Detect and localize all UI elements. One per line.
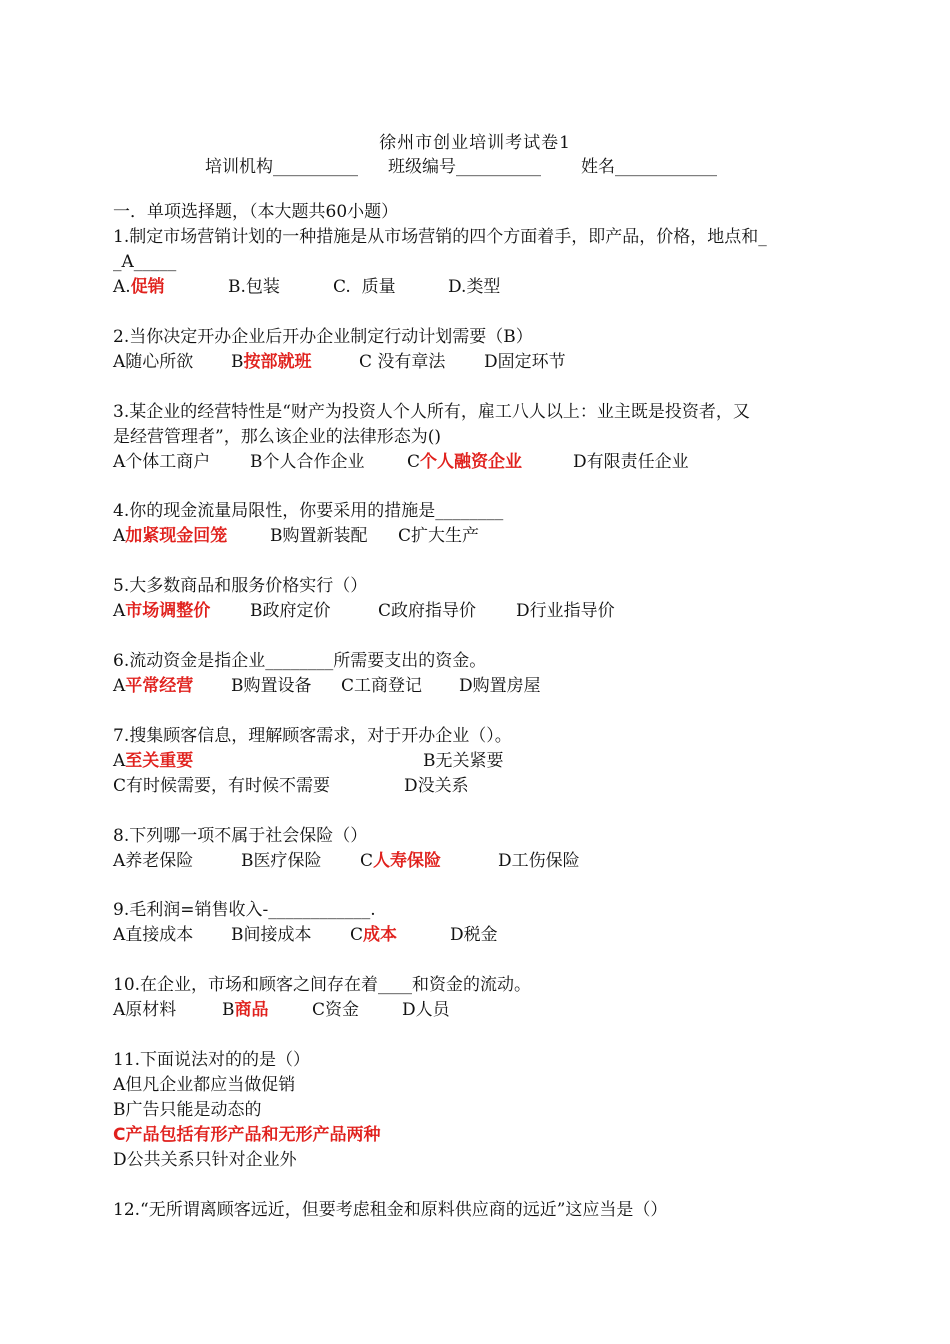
option: B政府定价 bbox=[250, 601, 331, 622]
option: B广告只能是动态的 bbox=[113, 1099, 262, 1120]
option: A养老保险 bbox=[113, 850, 194, 871]
correct-answer: 促销 bbox=[130, 277, 165, 297]
option: D税金 bbox=[450, 925, 498, 946]
correct-answer: 加紧现金回笼 bbox=[125, 526, 228, 547]
option-row bbox=[113, 350, 873, 375]
field-institution: 培训机构__________ bbox=[205, 157, 358, 177]
correct-answer: 个人融资企业 bbox=[420, 451, 523, 472]
correct-answer: 按部就班 bbox=[243, 351, 312, 372]
correct-answer: 人寿保险 bbox=[373, 850, 442, 871]
question bbox=[113, 225, 873, 300]
question-stem: _A_____ bbox=[113, 252, 177, 272]
option: A市场调整价 bbox=[113, 601, 211, 622]
option: C. 质量 bbox=[333, 277, 396, 297]
option: D.类型 bbox=[448, 277, 501, 297]
option-row bbox=[113, 450, 873, 475]
question-stem: 4.你的现金流量局限性，你要采用的措施是________ bbox=[113, 501, 504, 522]
option: B医疗保险 bbox=[241, 850, 322, 871]
correct-answer: 产品包括有形产品和无形产品两种 bbox=[125, 1124, 381, 1145]
section-heading: 一．单项选择题，（本大题共60小题） bbox=[113, 202, 399, 222]
question-stem: 3.某企业的经营特性是“财产为投资人个人所有，雇工八人以上：业主既是投资者，又 bbox=[113, 401, 750, 422]
option: A随心所欲 bbox=[113, 351, 194, 372]
option: C 没有章法 bbox=[359, 351, 446, 372]
option-row bbox=[113, 599, 873, 624]
option: D行业指导价 bbox=[516, 601, 615, 622]
option: C产品包括有形产品和无形产品两种 bbox=[113, 1124, 381, 1145]
option: B购置设备 bbox=[231, 675, 312, 696]
exam-title: 徐州市创业培训考试卷1 bbox=[379, 133, 571, 153]
option-row bbox=[113, 275, 873, 300]
question bbox=[113, 1198, 873, 1223]
question-stem: 2.当你决定开办企业后开办企业制定行动计划需要（B） bbox=[113, 326, 533, 347]
question-stem: 9.毛利润=销售收入-____________. bbox=[113, 900, 376, 921]
option: D没关系 bbox=[404, 775, 469, 796]
question-stem: 11.下面说法对的的是（） bbox=[113, 1049, 311, 1070]
option: D人员 bbox=[402, 1000, 450, 1021]
option: B无关紧要 bbox=[423, 750, 504, 771]
option: A个体工商户 bbox=[113, 451, 211, 472]
option: C扩大生产 bbox=[398, 526, 480, 547]
option-row bbox=[113, 674, 873, 699]
correct-answer: 商品 bbox=[234, 1000, 269, 1021]
question bbox=[113, 499, 873, 549]
option: C成本 bbox=[350, 925, 398, 946]
question-stem: 12.“无所谓离顾客远近，但要考虑租金和原料供应商的远近”这应当是（） bbox=[113, 1199, 668, 1220]
question bbox=[113, 649, 873, 699]
option: C政府指导价 bbox=[378, 601, 477, 622]
option: B.包装 bbox=[228, 277, 280, 297]
question bbox=[113, 400, 873, 475]
option-row bbox=[113, 749, 873, 774]
option: D公共关系只针对企业外 bbox=[113, 1149, 297, 1170]
option: A原材料 bbox=[113, 1000, 177, 1021]
option-row bbox=[113, 998, 873, 1023]
option-row bbox=[113, 923, 873, 948]
question bbox=[113, 898, 873, 948]
header-fields bbox=[205, 152, 805, 177]
field-class-no: 班级编号__________ bbox=[388, 157, 541, 177]
correct-answer: 市场调整价 bbox=[125, 601, 211, 622]
question bbox=[113, 973, 873, 1023]
option: D固定环节 bbox=[484, 351, 566, 372]
question bbox=[113, 325, 873, 375]
option: C有时候需要，有时候不需要 bbox=[113, 775, 331, 796]
option-row bbox=[113, 774, 873, 799]
option: B商品 bbox=[222, 1000, 269, 1021]
option-row bbox=[113, 849, 873, 874]
option: D购置房屋 bbox=[459, 675, 541, 696]
question-stem: 5.大多数商品和服务价格实行（） bbox=[113, 576, 368, 597]
option: A平常经营 bbox=[113, 675, 194, 696]
field-name: 姓名____________ bbox=[581, 157, 717, 177]
option: A直接成本 bbox=[113, 925, 194, 946]
option: A至关重要 bbox=[113, 750, 194, 771]
option: D有限责任企业 bbox=[573, 451, 689, 472]
option: C资金 bbox=[312, 1000, 360, 1021]
question-stem: 8.下列哪一项不属于社会保险（） bbox=[113, 825, 368, 846]
option: B个人合作企业 bbox=[250, 451, 365, 472]
correct-answer: 至关重要 bbox=[125, 750, 194, 771]
correct-answer: 成本 bbox=[363, 925, 398, 946]
question bbox=[113, 724, 873, 799]
question-stem: 1.制定市场营销计划的一种措施是从市场营销的四个方面着手，即产品，价格，地点和_ bbox=[113, 227, 767, 247]
question bbox=[113, 824, 873, 874]
correct-answer: 平常经营 bbox=[125, 675, 194, 696]
option: A但凡企业都应当做促销 bbox=[113, 1074, 296, 1095]
option-row bbox=[113, 524, 873, 549]
option: D工伤保险 bbox=[498, 850, 580, 871]
option: C个人融资企业 bbox=[407, 451, 523, 472]
option: A加紧现金回笼 bbox=[113, 526, 228, 547]
exam-content bbox=[113, 200, 873, 1223]
option: B按部就班 bbox=[231, 351, 312, 372]
option: C人寿保险 bbox=[360, 850, 442, 871]
option: A.促销 bbox=[113, 277, 165, 297]
question bbox=[113, 574, 873, 624]
option: B购置新装配 bbox=[270, 526, 368, 547]
question bbox=[113, 1048, 873, 1173]
question-stem: 10.在企业，市场和顾客之间存在着____和资金的流动。 bbox=[113, 975, 532, 996]
option: C工商登记 bbox=[341, 675, 423, 696]
question-stem: 6.流动资金是指企业________所需要支出的资金。 bbox=[113, 650, 487, 671]
question-stem: 是经营管理者”，那么该企业的法律形态为() bbox=[113, 426, 441, 447]
option: B间接成本 bbox=[231, 925, 312, 946]
question-stem: 7.搜集顾客信息，理解顾客需求，对于开办企业（）。 bbox=[113, 725, 512, 746]
